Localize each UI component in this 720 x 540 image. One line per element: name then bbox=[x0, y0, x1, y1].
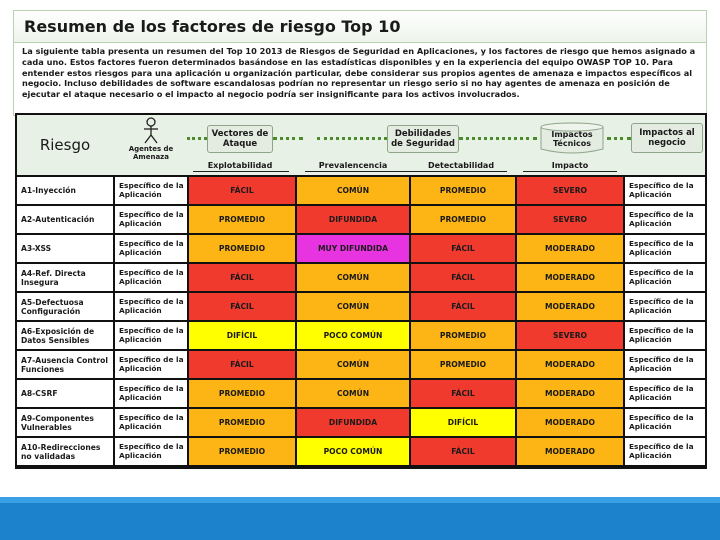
exploitability-cell: FÁCIL bbox=[189, 351, 295, 378]
connector-line bbox=[607, 137, 631, 140]
threat-agent-cell: Específico de la Aplicación bbox=[115, 264, 187, 291]
exploitability-cell: PROMEDIO bbox=[189, 235, 295, 262]
detectability-cell: DIFÍCIL bbox=[411, 409, 515, 436]
business-impact-cell: Específico de la Aplicación bbox=[625, 293, 705, 320]
impact-cell: SEVERO bbox=[517, 177, 623, 204]
prevalence-cell: DIFUNDIDA bbox=[297, 409, 409, 436]
impact-cell: MODERADO bbox=[517, 438, 623, 465]
header-agentes bbox=[115, 115, 187, 175]
business-impact-cell: Específico de la Aplicación bbox=[625, 235, 705, 262]
title-bar bbox=[13, 10, 707, 42]
exploitability-cell: DIFÍCIL bbox=[189, 322, 295, 349]
table-row bbox=[17, 264, 705, 291]
exploitability-cell: FÁCIL bbox=[189, 293, 295, 320]
table-row bbox=[17, 409, 705, 436]
table-row bbox=[17, 206, 705, 233]
subheader-line bbox=[193, 171, 289, 172]
threat-agent-cell: Específico de la Aplicación bbox=[115, 177, 187, 204]
connector-line bbox=[187, 137, 207, 140]
header-agentes-label: Agentes de Amenaza bbox=[128, 145, 174, 161]
header-vectores: Vectores de Ataque bbox=[207, 125, 273, 153]
description-text: La siguiente tabla presenta un resumen del Top 10 2013 de Riesgos de Seguridad en Aplicaciones, y los factores de riesgo que hemos asignado a cada uno. Estos factores fueron determinados basándose en las estadísticas disponibles y en la experiencia del equipo OWASP TOP 10. Para entender estos riesgos para una aplicación u organización particular, debe considerar sus propios agentes de amenaza e impactos específicos al negocio. Incluso debilidades de software escandalosas podrían no representar un riesgo serio si no hay agentes de amenaza en posición de ejecutar el ataque necesario o el impacto al negocio podría ser insignificante para los activos involucrados. bbox=[22, 46, 696, 100]
exploitability-cell: PROMEDIO bbox=[189, 438, 295, 465]
footer-accent bbox=[0, 497, 720, 503]
subheader-detectabilidad: Detectabilidad bbox=[427, 161, 495, 170]
detectability-cell: FÁCIL bbox=[411, 264, 515, 291]
detectability-cell: FÁCIL bbox=[411, 438, 515, 465]
table-row bbox=[17, 438, 705, 465]
header-debilidades: Debilidades de Seguridad bbox=[387, 125, 459, 153]
prevalence-cell: POCO COMÚN bbox=[297, 322, 409, 349]
prevalence-cell: COMÚN bbox=[297, 351, 409, 378]
threat-agent-cell: Específico de la Aplicación bbox=[115, 409, 187, 436]
threat-agent-cell: Específico de la Aplicación bbox=[115, 293, 187, 320]
table-row bbox=[17, 380, 705, 407]
threat-agent-cell: Específico de la Aplicación bbox=[115, 380, 187, 407]
impact-cell: MODERADO bbox=[517, 293, 623, 320]
subheader-prevalencia: Prevalencencia bbox=[318, 161, 388, 170]
connector-line bbox=[317, 137, 387, 140]
table-row bbox=[17, 322, 705, 349]
prevalence-cell: MUY DIFUNDIDA bbox=[297, 235, 409, 262]
threat-agent-cell: Específico de la Aplicación bbox=[115, 235, 187, 262]
threat-agent-cell: Específico de la Aplicación bbox=[115, 322, 187, 349]
header-riesgo: Riesgo bbox=[39, 136, 91, 154]
table-row bbox=[17, 235, 705, 262]
impact-cell: MODERADO bbox=[517, 409, 623, 436]
table-row bbox=[17, 177, 705, 204]
risk-name-cell: A10-Redirecciones no validadas bbox=[17, 438, 113, 465]
prevalence-cell: COMÚN bbox=[297, 264, 409, 291]
detectability-cell: FÁCIL bbox=[411, 293, 515, 320]
exploitability-cell: PROMEDIO bbox=[189, 380, 295, 407]
risk-name-cell: A3-XSS bbox=[17, 235, 113, 262]
prevalence-cell: COMÚN bbox=[297, 293, 409, 320]
impactos-tecnicos-cylinder bbox=[539, 121, 605, 155]
detectability-cell: FÁCIL bbox=[411, 235, 515, 262]
table-row bbox=[17, 293, 705, 320]
prevalence-cell: POCO COMÚN bbox=[297, 438, 409, 465]
business-impact-cell: Específico de la Aplicación bbox=[625, 206, 705, 233]
table-header bbox=[17, 115, 705, 175]
impact-cell: MODERADO bbox=[517, 351, 623, 378]
exploitability-cell: FÁCIL bbox=[189, 177, 295, 204]
header-impactos-tecnicos: Impactos Técnicos bbox=[551, 130, 593, 148]
subheader-explotabilidad: Explotabilidad bbox=[207, 161, 273, 170]
risk-name-cell: A5-Defectuosa Configuración bbox=[17, 293, 113, 320]
table-row bbox=[17, 351, 705, 378]
impact-cell: SEVERO bbox=[517, 206, 623, 233]
risk-name-cell: A4-Ref. Directa Insegura bbox=[17, 264, 113, 291]
subheader-line bbox=[523, 171, 617, 172]
subheader-line bbox=[305, 171, 507, 172]
prevalence-cell: COMÚN bbox=[297, 177, 409, 204]
header-impactos-negocio: Impactos al negocio bbox=[631, 123, 703, 153]
risk-table bbox=[15, 113, 707, 469]
business-impact-cell: Específico de la Aplicación bbox=[625, 322, 705, 349]
detectability-cell: PROMEDIO bbox=[411, 177, 515, 204]
risk-name-cell: A7-Ausencia Control Funciones bbox=[17, 351, 113, 378]
detectability-cell: PROMEDIO bbox=[411, 206, 515, 233]
business-impact-cell: Específico de la Aplicación bbox=[625, 177, 705, 204]
threat-agent-cell: Específico de la Aplicación bbox=[115, 206, 187, 233]
prevalence-cell: DIFUNDIDA bbox=[297, 206, 409, 233]
business-impact-cell: Específico de la Aplicación bbox=[625, 351, 705, 378]
detectability-cell: FÁCIL bbox=[411, 380, 515, 407]
connector-line bbox=[459, 137, 537, 140]
exploitability-cell: FÁCIL bbox=[189, 264, 295, 291]
connector-line bbox=[273, 137, 303, 140]
threat-agent-cell: Específico de la Aplicación bbox=[115, 351, 187, 378]
subheader-impacto: Impacto bbox=[551, 161, 589, 170]
detectability-cell: PROMEDIO bbox=[411, 322, 515, 349]
page-title: Resumen de los factores de riesgo Top 10 bbox=[24, 17, 401, 36]
detectability-cell: PROMEDIO bbox=[411, 351, 515, 378]
risk-name-cell: A9-Componentes Vulnerables bbox=[17, 409, 113, 436]
business-impact-cell: Específico de la Aplicación bbox=[625, 380, 705, 407]
risk-name-cell: A8-CSRF bbox=[17, 380, 113, 407]
business-impact-cell: Específico de la Aplicación bbox=[625, 438, 705, 465]
impact-cell: SEVERO bbox=[517, 322, 623, 349]
impact-cell: MODERADO bbox=[517, 264, 623, 291]
threat-agent-icon bbox=[141, 117, 161, 145]
risk-name-cell: A1-Inyección bbox=[17, 177, 113, 204]
threat-agent-cell: Específico de la Aplicación bbox=[115, 438, 187, 465]
impact-cell: MODERADO bbox=[517, 380, 623, 407]
impact-cell: MODERADO bbox=[517, 235, 623, 262]
prevalence-cell: COMÚN bbox=[297, 380, 409, 407]
risk-name-cell: A6-Exposición de Datos Sensibles bbox=[17, 322, 113, 349]
business-impact-cell: Específico de la Aplicación bbox=[625, 264, 705, 291]
footer-band bbox=[0, 497, 720, 540]
exploitability-cell: PROMEDIO bbox=[189, 206, 295, 233]
exploitability-cell: PROMEDIO bbox=[189, 409, 295, 436]
slide bbox=[13, 10, 707, 468]
business-impact-cell: Específico de la Aplicación bbox=[625, 409, 705, 436]
description-box bbox=[13, 42, 707, 116]
risk-name-cell: A2-Autenticación bbox=[17, 206, 113, 233]
